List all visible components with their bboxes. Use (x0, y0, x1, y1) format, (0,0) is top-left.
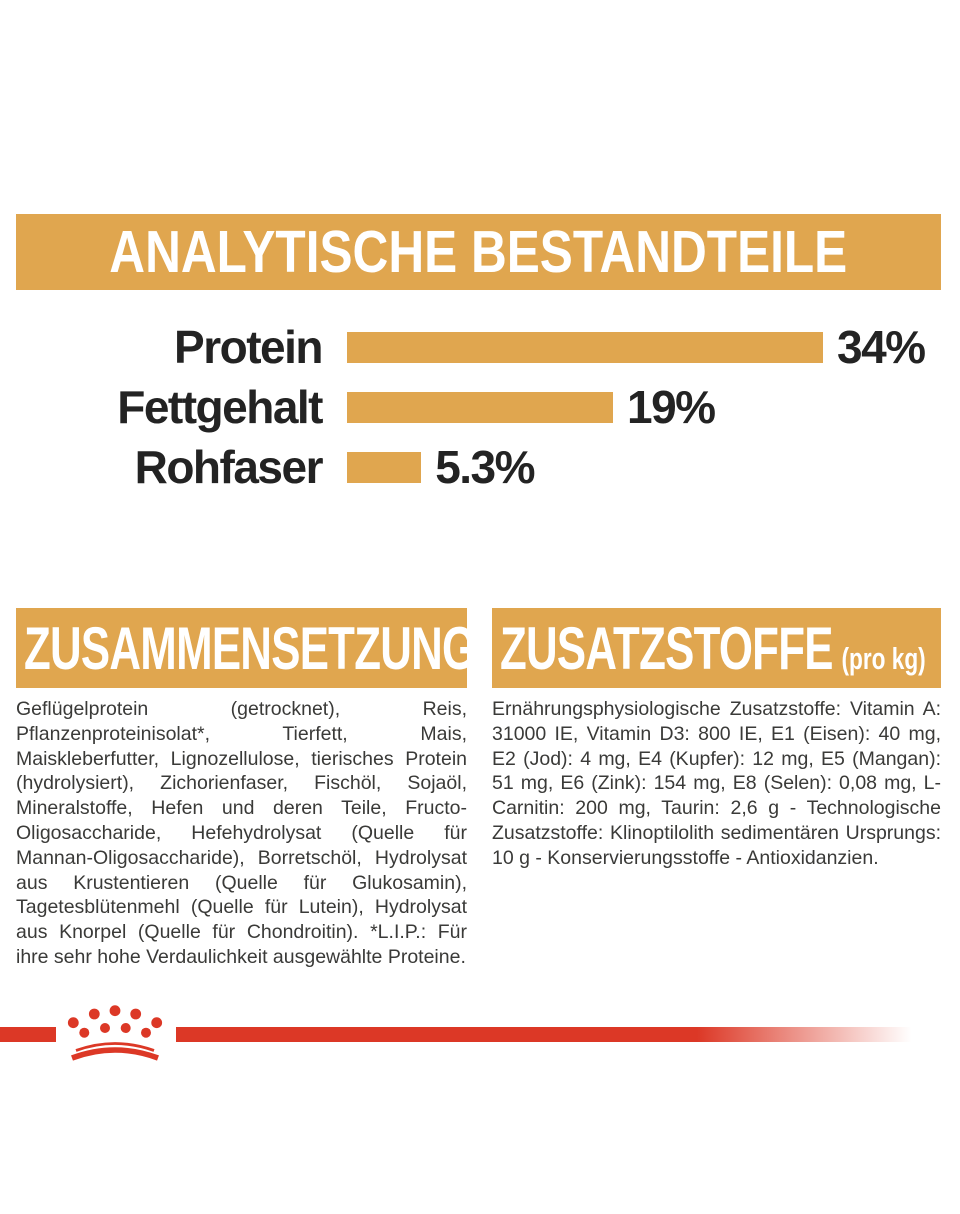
composition-title: ZUSAMMENSETZUNG (24, 614, 476, 682)
royal-canin-crown-icon (56, 1002, 172, 1062)
composition-header (16, 608, 476, 688)
chart-label-fettgehalt: Fettgehalt (117, 381, 322, 433)
composition-body: Geflügelprotein (getrocknet), Reis, Pflanzenproteinisolat*, Tierfett, Mais, Maiskleberfutter, Lignozellulose, tierisches Protein (hydrolysiert), Zichorienfaser, Fischöl, Sojaöl, Mineralstoffe, Hefen und deren Teile, Fructo-Oligosaccharide, Hefehydrolysat (Quelle für Mannan-Oligosaccharide), Borretschöl, Hydrolysat aus Krustentieren (Quelle für Glukosamin), Tagetesblütenmehl (Quelle für Lutein), Hydrolysat aus Knorpel (Quelle für Chondroitin). *L.I.P.: Für ihre sehr hohe Verdaulichkeit ausgewählte Proteine. (16, 698, 467, 968)
analytics-banner (16, 214, 941, 290)
chart-row-protein (0, 317, 960, 377)
footer-rule-right (176, 1027, 942, 1042)
chart-bar-fettgehalt (347, 392, 613, 423)
chart-bar-protein (347, 332, 823, 363)
chart-label-protein: Protein (174, 321, 322, 373)
composition-header-inner (24, 614, 475, 683)
chart-row-fettgehalt (0, 377, 960, 437)
additives-body: Ernährungsphysiologische Zusatzstoffe: Vitamin A: 31000 IE, Vitamin D3: 800 IE, E1 (Eisen): 40 mg, E2 (Jod): 4 mg, E4 (Kupfer): 12 mg, E5 (Mangan): 51 mg, E6 (Zink): 154 mg, E8 (Selen): 0,08 mg, L-Carnitin: 200 mg, Taurin: 2,6 g - Technologische Zusatzstoffe: Klinoptilolith sedimentären Ursprungs: 10 g - Konservierungsstoffe - Antioxidanzien. (492, 698, 941, 869)
analytics-banner-title: ANALYTISCHE BESTANDTEILE (109, 219, 848, 285)
additives-header (492, 608, 941, 688)
chart-value-rohfaser: 5.3% (435, 441, 535, 493)
additives-title: ZUSATZSTOFFE (500, 614, 833, 682)
additives-section (492, 608, 941, 890)
chart-value-protein: 34% (837, 321, 925, 373)
chart-row-rohfaser (0, 437, 960, 497)
chart-bar-rohfaser (347, 452, 421, 483)
additives-title-suffix: (pro kg) (841, 640, 926, 676)
chart-value-fettgehalt: 19% (627, 381, 715, 433)
additives-header-inner (500, 614, 926, 683)
footer-rule-left (0, 1027, 56, 1042)
composition-section (16, 608, 476, 989)
chart-label-rohfaser: Rohfaser (134, 441, 322, 493)
